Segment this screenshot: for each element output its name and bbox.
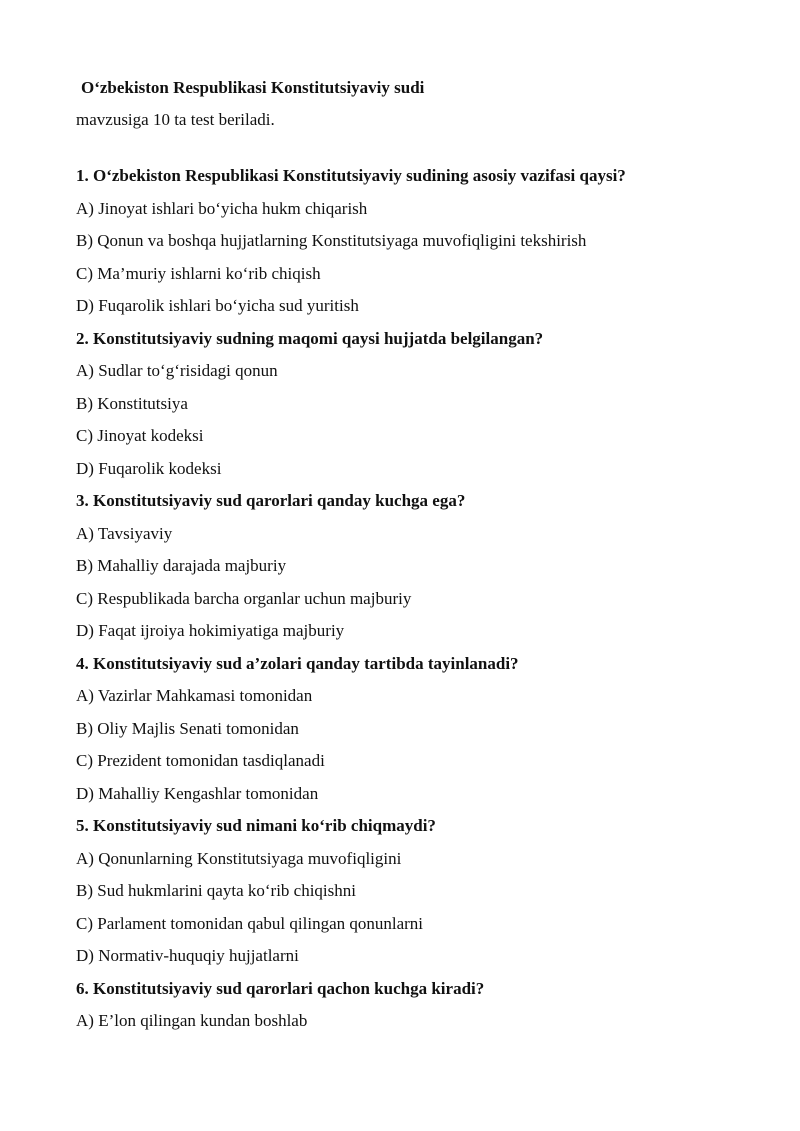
question-5-option-d: D) Normativ-huquqiy hujjatlarni [76, 946, 299, 965]
question-block-6 [76, 973, 736, 1038]
question-2-option-d: D) Fuqarolik kodeksi [76, 458, 222, 478]
document-title: O‘zbekiston Respublikasi Konstitutsiyaviy sudi [81, 78, 425, 97]
question-block-4 [76, 648, 736, 811]
question-block-2 [76, 323, 736, 486]
paragraph-spacer [76, 136, 736, 160]
question-5-option-c: C) Parlament tomonidan qabul qilingan qonunlarni [76, 913, 424, 933]
document-content [76, 72, 736, 1038]
question-2: 2. Konstitutsiyaviy sudning maqomi qaysi hujjatda belgilangan? [76, 328, 544, 348]
question-block-1 [76, 160, 736, 323]
question-1-option-b: B) Qonun va boshqa hujjatlarning Konstitutsiyaga muvofiqligini tekshirish [76, 231, 587, 250]
document-subtitle: mavzusiga 10 ta test beriladi. [76, 110, 275, 129]
question-3: 3. Konstitutsiyaviy sud qarorlari qanday kuchga ega? [76, 491, 466, 510]
question-3-option-c: C) Respublikada barcha organlar uchun majburiy [76, 588, 412, 608]
question-2-option-b: B) Konstitutsiya [76, 393, 188, 413]
question-block-5 [76, 810, 736, 973]
question-5: 5. Konstitutsiyaviy sud nimani ko‘rib chiqmaydi? [76, 816, 436, 835]
question-6-option-a: A) E’lon qilingan kundan boshlab [76, 1011, 308, 1030]
question-3-option-a: A) Tavsiyaviy [76, 523, 173, 543]
question-1: 1. O‘zbekiston Respublikasi Konstitutsiyaviy sudining asosiy vazifasi qaysi? [76, 166, 626, 185]
question-4: 4. Konstitutsiyaviy sud a’zolari qanday tartibda tayinlanadi? [76, 653, 519, 673]
question-5-option-b: B) Sud hukmlarini qayta ko‘rib chiqishni [76, 881, 356, 900]
question-2-option-c: C) Jinoyat kodeksi [76, 426, 204, 445]
question-4-option-d: D) Mahalliy Kengashlar tomonidan [76, 783, 319, 803]
question-1-option-c: C) Ma’muriy ishlarni ko‘rib chiqish [76, 263, 321, 283]
question-6: 6. Konstitutsiyaviy sud qarorlari qachon kuchga kiradi? [76, 978, 485, 998]
question-3-option-d: D) Faqat ijroiya hokimiyatiga majburiy [76, 621, 345, 640]
question-4-option-c: C) Prezident tomonidan tasdiqlanadi [76, 751, 325, 770]
question-1-option-a: A) Jinoyat ishlari bo‘yicha hukm chiqarish [76, 198, 368, 218]
question-5-option-a: A) Qonunlarning Konstitutsiyaga muvofiqligini [76, 848, 402, 868]
question-4-option-a: A) Vazirlar Mahkamasi tomonidan [76, 686, 313, 705]
question-3-option-b: B) Mahalliy darajada majburiy [76, 556, 287, 575]
question-4-option-b: B) Oliy Majlis Senati tomonidan [76, 718, 299, 738]
question-2-option-a: A) Sudlar to‘g‘risidagi qonun [76, 361, 278, 380]
question-block-3 [76, 485, 736, 648]
question-1-option-d: D) Fuqarolik ishlari bo‘yicha sud yuritish [76, 296, 359, 315]
